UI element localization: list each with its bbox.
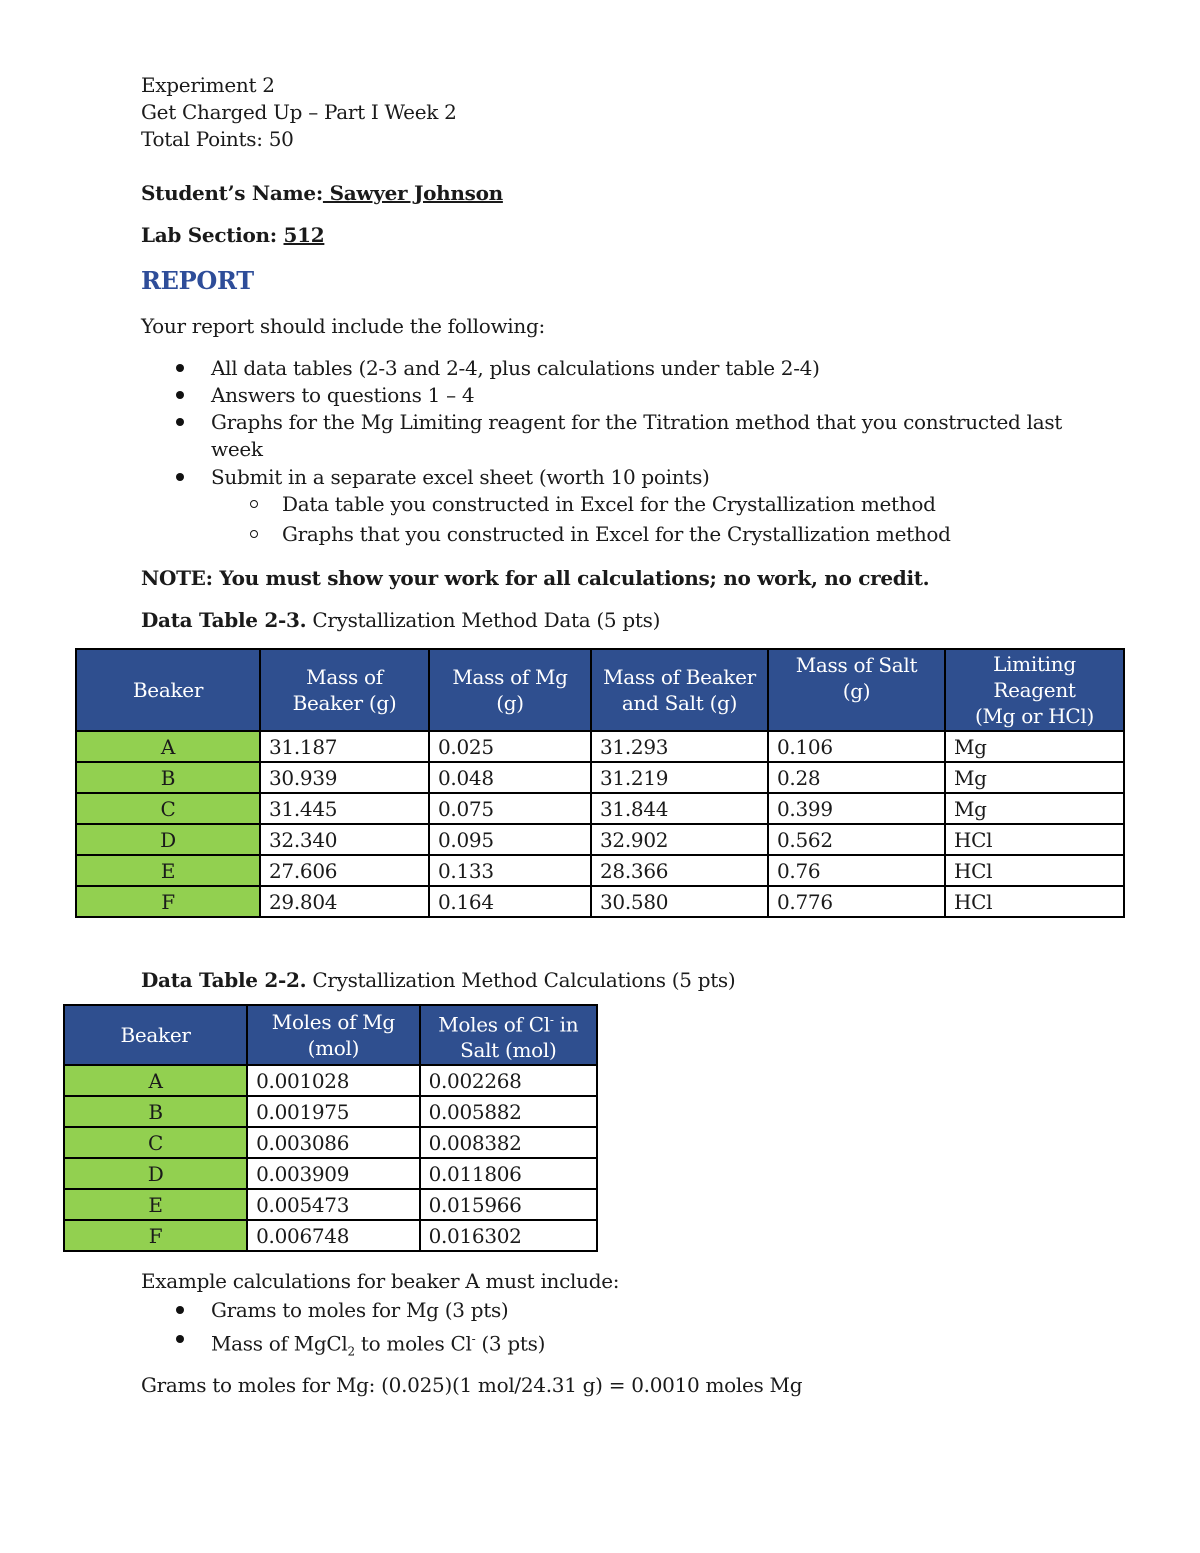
table-cell: 0.001028 — [247, 1065, 419, 1096]
table-cell: 0.003909 — [247, 1158, 419, 1189]
table-row — [76, 886, 1124, 917]
lab-section-value: 512 — [283, 223, 325, 247]
beaker-cell: B — [64, 1096, 247, 1127]
calc-bullet-2: Mass of MgCl$_2$ to moles Cl- (3 pts) — [211, 1331, 546, 1359]
column-header-mass-salt: Mass of Salt (g) — [768, 649, 945, 731]
table-cell: 0.003086 — [247, 1127, 419, 1158]
table-cell: Mg — [945, 762, 1124, 793]
table-cell: 32.340 — [260, 824, 429, 855]
column-header-beaker: Beaker — [76, 649, 260, 731]
experiment-title: Experiment 2 — [141, 73, 275, 97]
note: NOTE: You must show your work for all calculations; no work, no credit. — [141, 566, 930, 590]
table-cell: HCl — [945, 855, 1124, 886]
table-cell: 30.939 — [260, 762, 429, 793]
table-row — [64, 1065, 597, 1096]
table-row — [64, 1127, 597, 1158]
table22-caption — [141, 967, 735, 993]
table23-caption — [141, 607, 660, 633]
table-cell: Mg — [945, 731, 1124, 762]
table-cell: 31.219 — [591, 762, 768, 793]
table-cell: 0.776 — [768, 886, 945, 917]
beaker-cell: C — [64, 1127, 247, 1158]
table-cell: 0.095 — [429, 824, 591, 855]
calc-bullet-1: Grams to moles for Mg (3 pts) — [211, 1298, 509, 1322]
column-header-moles-cl: Moles of Cl- in Salt (mol) — [420, 1005, 597, 1065]
table-header-row — [76, 649, 1124, 731]
beaker-cell: A — [76, 731, 260, 762]
table-cell: 0.008382 — [420, 1127, 597, 1158]
student-name-label: Student’s Name: — [141, 181, 323, 205]
table-cell: 0.005882 — [420, 1096, 597, 1127]
beaker-cell: F — [64, 1220, 247, 1251]
report-heading: REPORT — [141, 266, 254, 295]
table-cell: 31.844 — [591, 793, 768, 824]
column-header-beaker: Beaker — [64, 1005, 247, 1065]
table-cell: HCl — [945, 886, 1124, 917]
table-cell: 0.001975 — [247, 1096, 419, 1127]
report-bullet-3-continued: week — [211, 437, 263, 461]
report-sub-bullet-1: Data table you constructed in Excel for the Crystallization method — [282, 492, 936, 516]
report-bullet-4: Submit in a separate excel sheet (worth 10 points) — [211, 465, 710, 489]
experiment-subtitle: Get Charged Up – Part I Week 2 — [141, 100, 457, 124]
lab-section-line — [141, 222, 324, 248]
column-header-moles-mg: Moles of Mg (mol) — [247, 1005, 419, 1065]
beaker-cell: C — [76, 793, 260, 824]
beaker-cell: E — [64, 1189, 247, 1220]
table-header-row — [64, 1005, 597, 1065]
table-cell: 27.606 — [260, 855, 429, 886]
bullet-dot — [176, 364, 184, 372]
column-header-mass-beaker-salt: Mass of Beaker and Salt (g) — [591, 649, 768, 731]
table-row — [76, 793, 1124, 824]
table-cell: 0.075 — [429, 793, 591, 824]
beaker-cell: A — [64, 1065, 247, 1096]
beaker-cell: B — [76, 762, 260, 793]
table-cell: 0.048 — [429, 762, 591, 793]
bullet-dot — [176, 391, 184, 399]
table-cell: 31.187 — [260, 731, 429, 762]
sub-bullet-circle — [250, 500, 258, 508]
calc-result: Grams to moles for Mg: (0.025)(1 mol/24.31 g) = 0.0010 moles Mg — [141, 1373, 803, 1397]
data-table-2-2 — [63, 1004, 598, 1252]
table-row — [64, 1158, 597, 1189]
calc-intro: Example calculations for beaker A must include: — [141, 1269, 620, 1293]
table-cell: 28.366 — [591, 855, 768, 886]
table-cell: 32.902 — [591, 824, 768, 855]
table-cell: 0.011806 — [420, 1158, 597, 1189]
column-header-mass-beaker: Mass of Beaker (g) — [260, 649, 429, 731]
bullet-dot — [176, 473, 184, 481]
table-cell: 0.006748 — [247, 1220, 419, 1251]
table-row — [76, 855, 1124, 886]
table-cell: 0.164 — [429, 886, 591, 917]
table22-caption-label: Data Table 2-2. — [141, 968, 307, 992]
table-cell: 31.293 — [591, 731, 768, 762]
table-cell: 0.025 — [429, 731, 591, 762]
table-row — [76, 731, 1124, 762]
table-row — [64, 1189, 597, 1220]
report-bullet-2: Answers to questions 1 – 4 — [211, 383, 475, 407]
table-cell: HCl — [945, 824, 1124, 855]
table-cell: 0.562 — [768, 824, 945, 855]
bullet-dot — [176, 1306, 184, 1314]
table-cell: 30.580 — [591, 886, 768, 917]
beaker-cell: F — [76, 886, 260, 917]
table-cell: 0.133 — [429, 855, 591, 886]
beaker-cell: E — [76, 855, 260, 886]
table-cell: 0.399 — [768, 793, 945, 824]
table-cell: Mg — [945, 793, 1124, 824]
table-cell: 0.106 — [768, 731, 945, 762]
table-cell: 0.016302 — [420, 1220, 597, 1251]
table23-caption-text: Crystallization Method Data (5 pts) — [306, 608, 661, 632]
table-cell: 0.76 — [768, 855, 945, 886]
student-name-line — [141, 180, 503, 206]
table-cell: 31.445 — [260, 793, 429, 824]
table23-caption-label: Data Table 2-3. — [141, 608, 307, 632]
beaker-cell: D — [76, 824, 260, 855]
table22-caption-text: Crystallization Method Calculations (5 pts) — [306, 968, 736, 992]
bullet-dot — [176, 1335, 184, 1343]
table-row — [76, 824, 1124, 855]
table-cell: 0.005473 — [247, 1189, 419, 1220]
table-cell: 0.28 — [768, 762, 945, 793]
table-row — [76, 762, 1124, 793]
column-header-limiting-reagent: Limiting Reagent (Mg or HCl) — [945, 649, 1124, 731]
table-row — [64, 1220, 597, 1251]
table-row — [64, 1096, 597, 1127]
report-intro: Your report should include the following: — [141, 314, 545, 338]
lab-section-label: Lab Section: — [141, 223, 277, 247]
report-sub-bullet-2: Graphs that you constructed in Excel for the Crystallization method — [282, 522, 951, 546]
report-bullet-3: Graphs for the Mg Limiting reagent for the Titration method that you constructed last — [211, 410, 1063, 434]
student-name-value: Sawyer Johnson — [322, 181, 503, 205]
beaker-cell: D — [64, 1158, 247, 1189]
table-cell: 0.015966 — [420, 1189, 597, 1220]
data-table-2-3 — [75, 648, 1125, 918]
bullet-dot — [176, 418, 184, 426]
table-cell: 0.002268 — [420, 1065, 597, 1096]
report-bullet-1: All data tables (2-3 and 2-4, plus calculations under table 2-4) — [211, 356, 820, 380]
total-points: Total Points: 50 — [141, 127, 294, 151]
column-header-mass-mg: Mass of Mg (g) — [429, 649, 591, 731]
sub-bullet-circle — [250, 530, 258, 538]
table-cell: 29.804 — [260, 886, 429, 917]
